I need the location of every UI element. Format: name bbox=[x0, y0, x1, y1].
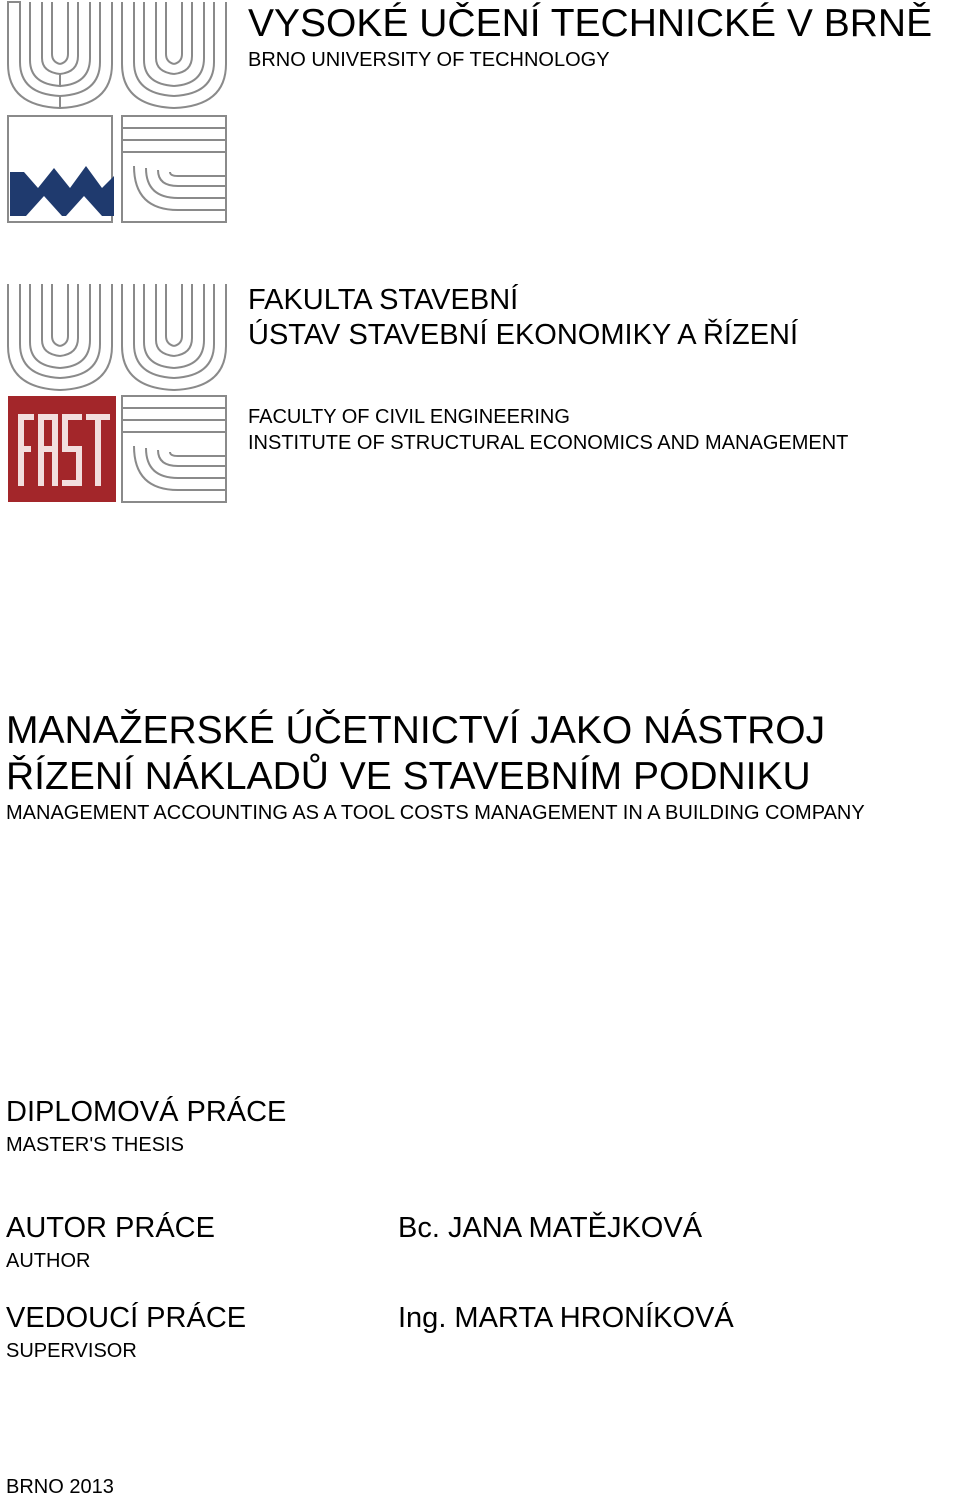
faculty-name-en: FACULTY OF CIVIL ENGINEERING bbox=[248, 406, 570, 428]
logo-blue-mark bbox=[10, 166, 114, 216]
supervisor-label-en: SUPERVISOR bbox=[6, 1340, 137, 1362]
thesis-title-cz-line1: MANAŽERSKÉ ÚČETNICTVÍ JAKO NÁSTROJ bbox=[6, 709, 826, 752]
logo-u-top-right bbox=[122, 284, 226, 390]
author-name: Bc. JANA MATĚJKOVÁ bbox=[398, 1212, 703, 1244]
university-logo bbox=[4, 0, 230, 226]
author-label-en: AUTHOR bbox=[6, 1250, 91, 1272]
author-label-cz: AUTOR PRÁCE bbox=[6, 1212, 215, 1244]
logo-u-top-left bbox=[8, 2, 112, 108]
logo-e-bottom-right bbox=[122, 116, 226, 222]
logo-u-top-right bbox=[122, 2, 226, 108]
university-name-en: BRNO UNIVERSITY OF TECHNOLOGY bbox=[248, 49, 610, 71]
thesis-title-en: MANAGEMENT ACCOUNTING AS A TOOL COSTS MANAGEMENT IN A BUILDING COMPANY bbox=[6, 802, 865, 824]
logo-u-top-left bbox=[8, 284, 112, 390]
supervisor-name: Ing. MARTA HRONÍKOVÁ bbox=[398, 1302, 734, 1334]
thesis-type-cz: DIPLOMOVÁ PRÁCE bbox=[6, 1096, 287, 1128]
logo-e-bottom-right bbox=[122, 396, 226, 502]
thesis-title-cz-line2: ŘÍZENÍ NÁKLADŮ VE STAVEBNÍM PODNIKU bbox=[6, 755, 811, 798]
place-and-year: BRNO 2013 bbox=[6, 1476, 114, 1498]
faculty-logo bbox=[4, 280, 230, 506]
faculty-name-cz: FAKULTA STAVEBNÍ bbox=[248, 284, 519, 316]
university-name-cz: VYSOKÉ UČENÍ TECHNICKÉ V BRNĚ bbox=[248, 2, 933, 45]
supervisor-label-cz: VEDOUCÍ PRÁCE bbox=[6, 1302, 247, 1334]
thesis-type-en: MASTER'S THESIS bbox=[6, 1134, 184, 1156]
institute-name-en: INSTITUTE OF STRUCTURAL ECONOMICS AND MANAGEMENT bbox=[248, 432, 849, 454]
institute-name-cz: ÚSTAV STAVEBNÍ EKONOMIKY A ŘÍZENÍ bbox=[248, 319, 799, 351]
